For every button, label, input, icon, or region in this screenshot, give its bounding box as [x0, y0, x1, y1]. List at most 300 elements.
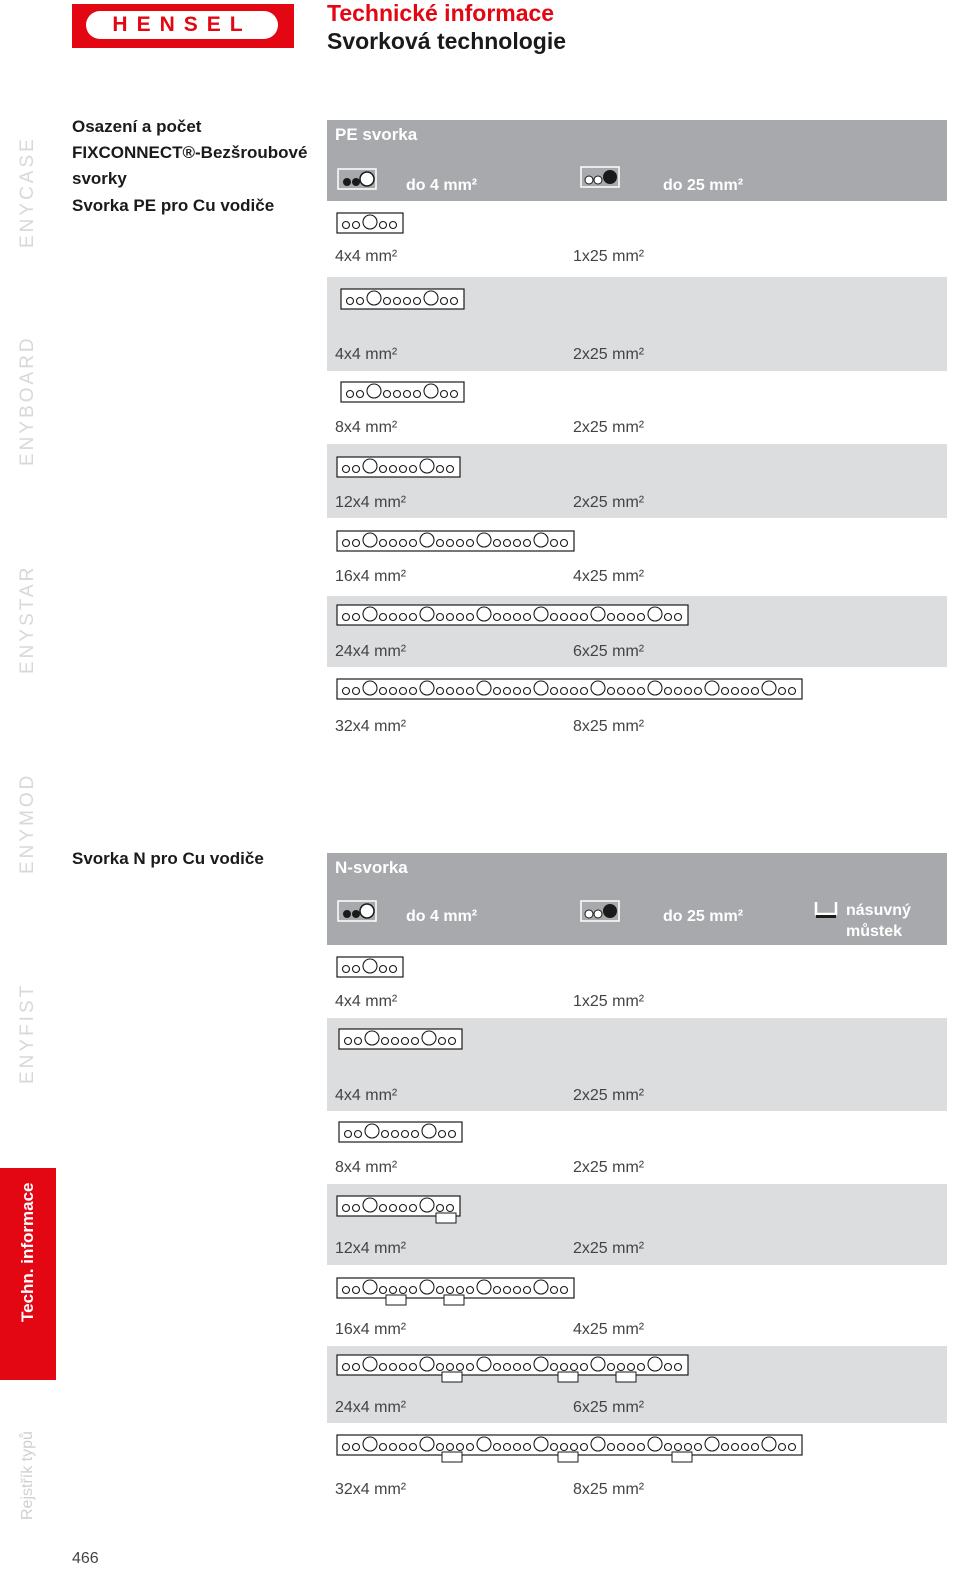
large-clamp [477, 1357, 491, 1371]
col-label-bridge [846, 900, 911, 942]
small-clamp [675, 1364, 682, 1371]
large-clamp [420, 607, 434, 621]
small-clamp [392, 1038, 399, 1045]
small-clamp [504, 688, 511, 695]
small-clamp [752, 688, 759, 695]
small-clamp [524, 1444, 531, 1451]
small-clamp [675, 614, 682, 621]
small-clamp [437, 614, 444, 621]
small-clamp [437, 1444, 444, 1451]
row-value-large: 2x25 mm² [573, 494, 645, 511]
small-clamp [618, 1444, 625, 1451]
row-value-large: 4x25 mm² [573, 1321, 645, 1338]
small-clamp [732, 1444, 739, 1451]
side-tab-enystar[interactable] [0, 564, 56, 696]
small-clamp [380, 966, 387, 973]
pe-panel-title: PE svorka [335, 125, 418, 144]
small-clamp [504, 1364, 511, 1371]
small-clamp [410, 688, 417, 695]
large-clamp [420, 1198, 434, 1212]
small-clamp [400, 1444, 407, 1451]
large-clamp [363, 607, 377, 621]
large-clamp [420, 681, 434, 695]
small-clamp [638, 688, 645, 695]
small-clamp [400, 1364, 407, 1371]
small-clamp [347, 298, 354, 305]
side-tab-label: ENYMOD [17, 772, 38, 874]
small-clamp [343, 614, 350, 621]
small-clamp [390, 688, 397, 695]
small-clamp [400, 466, 407, 473]
small-clamp [665, 1444, 672, 1451]
small-clamp [467, 614, 474, 621]
small-clamp [504, 1287, 511, 1294]
small-clamp [524, 1364, 531, 1371]
small-clamp [437, 1287, 444, 1294]
page-title-red: Technické informace [327, 0, 555, 26]
small-clamp [618, 688, 625, 695]
small-clamp [581, 688, 588, 695]
row-value-large: 1x25 mm² [573, 248, 645, 265]
terminal-strip [336, 1195, 461, 1227]
large-clamp [363, 681, 377, 695]
bridge [442, 1372, 462, 1382]
small-clamp [343, 1444, 350, 1451]
large-clamp [422, 1031, 436, 1045]
side-tab-label: Rejstřík typů [19, 1431, 36, 1520]
small-clamp [400, 1287, 407, 1294]
small-clamp [357, 391, 364, 398]
terminal-strip [336, 604, 689, 626]
small-clamp [561, 1364, 568, 1371]
terminal-strip [336, 456, 461, 478]
small-clamp [380, 466, 387, 473]
large-clamp [705, 681, 719, 695]
small-clamp [390, 466, 397, 473]
large-clamp [477, 607, 491, 621]
row-value-large: 6x25 mm² [573, 1399, 645, 1416]
small-clamp [441, 391, 448, 398]
small-clamp [353, 614, 360, 621]
row-value-large: 2x25 mm² [573, 346, 645, 363]
section1-line: Svorka PE pro Cu vodiče [72, 196, 275, 215]
small-clamp [561, 1287, 568, 1294]
side-tab-label: Techn. informace [18, 1182, 37, 1322]
small-clamp [551, 540, 558, 547]
row-value-small: 4x4 mm² [335, 346, 398, 363]
row-value-large: 1x25 mm² [573, 993, 645, 1010]
small-clamp [685, 1444, 692, 1451]
small-clamp [394, 391, 401, 398]
small-clamp [384, 391, 391, 398]
small-clamp [467, 1444, 474, 1451]
small-clamp [410, 614, 417, 621]
small-clamp [392, 1131, 399, 1138]
large-clamp [363, 1357, 377, 1371]
small-clamp [451, 391, 458, 398]
terminal-strip [338, 1028, 463, 1050]
large-clamp [367, 384, 381, 398]
small-clamp [504, 614, 511, 621]
small-clamp [524, 688, 531, 695]
small-clamp [514, 540, 521, 547]
small-clamp [449, 1131, 456, 1138]
large-clamp [424, 291, 438, 305]
terminal-strip [336, 1277, 575, 1309]
row-value-large: 2x25 mm² [573, 1240, 645, 1257]
small-clamp [439, 1131, 446, 1138]
small-clamp [494, 1364, 501, 1371]
section1-line: svorky [72, 169, 127, 188]
small-clamp [390, 966, 397, 973]
small-clamp [789, 688, 796, 695]
small-clamp [571, 688, 578, 695]
small-clamp [449, 1038, 456, 1045]
large-clamp [534, 1357, 548, 1371]
side-tab-techn-informace[interactable] [0, 1168, 56, 1380]
bridge [436, 1213, 456, 1223]
small-clamp [494, 540, 501, 547]
small-clamp [732, 688, 739, 695]
small-clamp [524, 540, 531, 547]
small-clamp [742, 688, 749, 695]
small-clamp [357, 298, 364, 305]
hensel-logo [72, 4, 294, 48]
small-clamp [345, 1131, 352, 1138]
small-clamp [437, 1205, 444, 1212]
small-clamp [618, 1364, 625, 1371]
small-clamp [638, 1364, 645, 1371]
small-clamp [551, 614, 558, 621]
terminal-strip [336, 1354, 689, 1386]
small-clamp [343, 540, 350, 547]
large-clamp [648, 1357, 662, 1371]
small-clamp [665, 614, 672, 621]
large-clamp [363, 959, 377, 973]
large-clamp [363, 1437, 377, 1451]
side-tab-rejstrik[interactable] [0, 1420, 56, 1538]
row-value-small: 12x4 mm² [335, 1240, 407, 1257]
row-value-small: 24x4 mm² [335, 1399, 407, 1416]
small-clamp [514, 1444, 521, 1451]
large-clamp [420, 459, 434, 473]
small-clamp [437, 688, 444, 695]
small-clamp [353, 1287, 360, 1294]
small-clamp [561, 1444, 568, 1451]
small-clamp [638, 1444, 645, 1451]
col-label-25mm: do 25 mm² [663, 177, 744, 194]
small-clamp [675, 688, 682, 695]
large-clamp [591, 1437, 605, 1451]
small-clamp [437, 540, 444, 547]
small-clamp [685, 688, 692, 695]
small-clamp [742, 1444, 749, 1451]
small-clamp [355, 1131, 362, 1138]
large-clamp [477, 681, 491, 695]
small-clamp [410, 466, 417, 473]
small-clamp [390, 540, 397, 547]
small-clamp [382, 1131, 389, 1138]
page-number: 466 [72, 1550, 99, 1567]
small-clamp [380, 1205, 387, 1212]
small-clamp [608, 1444, 615, 1451]
small-clamp [675, 1444, 682, 1451]
small-clamp [410, 540, 417, 547]
small-clamp [457, 688, 464, 695]
page-title: Svorková technologie [327, 28, 567, 54]
large-clamp [477, 1437, 491, 1451]
small-clamp [412, 1038, 419, 1045]
side-tab-enyfist[interactable] [0, 982, 56, 1106]
small-clamp [571, 1364, 578, 1371]
small-clamp [494, 1287, 501, 1294]
small-clamp [382, 1038, 389, 1045]
large-clamp [534, 607, 548, 621]
small-clamp [390, 1287, 397, 1294]
small-clamp [345, 1038, 352, 1045]
row-value-small: 16x4 mm² [335, 568, 407, 585]
small-clamp [384, 298, 391, 305]
small-clamp [394, 298, 401, 305]
large-clamp [363, 1280, 377, 1294]
small-clamp [561, 614, 568, 621]
small-clamp [404, 298, 411, 305]
bridge [672, 1452, 692, 1462]
small-clamp [402, 1038, 409, 1045]
large-clamp [365, 1124, 379, 1138]
small-clamp [494, 614, 501, 621]
small-clamp [561, 540, 568, 547]
small-clamp [561, 688, 568, 695]
row-value-large: 8x25 mm² [573, 1481, 645, 1498]
small-terminal-icon [337, 900, 377, 922]
section2-text [72, 846, 264, 872]
small-clamp [410, 1444, 417, 1451]
small-clamp [608, 614, 615, 621]
small-clamp [380, 688, 387, 695]
small-clamp [665, 688, 672, 695]
large-clamp [424, 384, 438, 398]
small-clamp [353, 222, 360, 229]
small-clamp [410, 1364, 417, 1371]
large-clamp [534, 1280, 548, 1294]
small-clamp [447, 688, 454, 695]
small-clamp [380, 1287, 387, 1294]
small-clamp [380, 222, 387, 229]
large-clamp [534, 681, 548, 695]
row-value-large: 2x25 mm² [573, 1087, 645, 1104]
small-clamp [457, 1287, 464, 1294]
large-clamp [363, 215, 377, 229]
small-clamp [695, 1444, 702, 1451]
col-label-25mm: do 25 mm² [663, 908, 744, 925]
side-tab-label: ENYCASE [17, 136, 38, 248]
small-clamp [343, 466, 350, 473]
small-clamp [437, 466, 444, 473]
small-clamp [447, 1205, 454, 1212]
small-clamp [447, 466, 454, 473]
small-clamp [390, 222, 397, 229]
row-value-small: 4x4 mm² [335, 248, 398, 265]
terminal-strip [336, 678, 803, 700]
small-clamp [779, 1444, 786, 1451]
small-clamp [628, 614, 635, 621]
small-terminal-icon [337, 168, 377, 190]
large-terminal-icon [580, 900, 620, 922]
small-clamp [467, 540, 474, 547]
large-clamp [762, 1437, 776, 1451]
small-clamp [414, 298, 421, 305]
small-clamp [353, 540, 360, 547]
small-clamp [789, 1444, 796, 1451]
row-value-large: 2x25 mm² [573, 1159, 645, 1176]
small-clamp [400, 1205, 407, 1212]
row-value-small: 4x4 mm² [335, 1087, 398, 1104]
large-clamp [648, 1437, 662, 1451]
small-clamp [628, 688, 635, 695]
small-clamp [447, 614, 454, 621]
row-value-small: 32x4 mm² [335, 1481, 407, 1498]
small-clamp [343, 688, 350, 695]
small-clamp [467, 1364, 474, 1371]
large-clamp [477, 1280, 491, 1294]
large-clamp [534, 1437, 548, 1451]
large-clamp [591, 607, 605, 621]
small-clamp [571, 1444, 578, 1451]
small-clamp [390, 1364, 397, 1371]
section1-line: FIXCONNECT®-Bezšroubové [72, 143, 308, 162]
small-clamp [608, 688, 615, 695]
small-clamp [628, 1444, 635, 1451]
terminal-strip [336, 530, 575, 552]
section1-line: Osazení a počet [72, 117, 202, 136]
small-clamp [551, 1364, 558, 1371]
small-clamp [504, 540, 511, 547]
large-clamp [648, 607, 662, 621]
bridge [616, 1372, 636, 1382]
row-value-small: 8x4 mm² [335, 419, 398, 436]
row-value-small: 8x4 mm² [335, 1159, 398, 1176]
small-clamp [404, 391, 411, 398]
small-clamp [581, 1444, 588, 1451]
bridge [558, 1372, 578, 1382]
small-clamp [412, 1131, 419, 1138]
small-clamp [400, 540, 407, 547]
large-clamp [420, 1357, 434, 1371]
bridge-label-line2: můstek [846, 923, 903, 940]
small-clamp [451, 298, 458, 305]
section2-line: Svorka N pro Cu vodiče [72, 849, 264, 868]
small-clamp [380, 540, 387, 547]
small-clamp [467, 1287, 474, 1294]
small-clamp [353, 1444, 360, 1451]
bridge [444, 1295, 464, 1305]
small-clamp [353, 966, 360, 973]
large-terminal-icon [580, 166, 620, 188]
terminal-strip [336, 212, 404, 234]
small-clamp [355, 1038, 362, 1045]
small-clamp [779, 688, 786, 695]
terminal-strip [340, 288, 465, 310]
section1-text [72, 114, 307, 219]
row-value-small: 12x4 mm² [335, 494, 407, 511]
large-clamp [422, 1124, 436, 1138]
large-clamp [591, 681, 605, 695]
small-clamp [447, 540, 454, 547]
side-tab-enymod[interactable] [0, 772, 56, 896]
small-clamp [514, 614, 521, 621]
bridge [442, 1452, 462, 1462]
small-clamp [439, 1038, 446, 1045]
small-clamp [608, 1364, 615, 1371]
small-clamp [353, 466, 360, 473]
small-clamp [353, 1205, 360, 1212]
col-label-4mm: do 4 mm² [406, 908, 478, 925]
small-clamp [628, 1364, 635, 1371]
small-clamp [447, 1287, 454, 1294]
small-clamp [524, 1287, 531, 1294]
large-clamp [420, 533, 434, 547]
small-clamp [752, 1444, 759, 1451]
large-clamp [363, 459, 377, 473]
small-clamp [400, 614, 407, 621]
row-value-large: 8x25 mm² [573, 718, 645, 735]
small-clamp [402, 1131, 409, 1138]
small-clamp [380, 1364, 387, 1371]
small-clamp [441, 298, 448, 305]
small-clamp [638, 614, 645, 621]
small-clamp [722, 688, 729, 695]
small-clamp [390, 1444, 397, 1451]
small-clamp [494, 1444, 501, 1451]
side-tab-label: ENYFIST [17, 982, 38, 1084]
small-clamp [551, 1287, 558, 1294]
small-clamp [347, 391, 354, 398]
small-clamp [695, 688, 702, 695]
side-tab-label: ENYBOARD [17, 335, 38, 466]
small-clamp [514, 688, 521, 695]
row-value-large: 2x25 mm² [573, 419, 645, 436]
terminal-strip [338, 1121, 463, 1143]
pe-header-panel [327, 120, 947, 201]
bridge [558, 1452, 578, 1462]
small-clamp [618, 614, 625, 621]
small-clamp [504, 1444, 511, 1451]
small-clamp [380, 614, 387, 621]
small-clamp [457, 1444, 464, 1451]
large-clamp [477, 533, 491, 547]
small-clamp [410, 1205, 417, 1212]
small-clamp [343, 1287, 350, 1294]
side-tab-enycase[interactable] [0, 136, 56, 270]
logo-text: HENSEL [112, 13, 252, 36]
small-clamp [581, 1364, 588, 1371]
n-panel-title: N-svorka [335, 858, 408, 877]
small-clamp [437, 1364, 444, 1371]
small-clamp [343, 222, 350, 229]
small-clamp [353, 1364, 360, 1371]
small-clamp [390, 614, 397, 621]
small-clamp [467, 688, 474, 695]
bridge-icon [814, 900, 838, 920]
row-value-small: 24x4 mm² [335, 643, 407, 660]
row-value-small: 4x4 mm² [335, 993, 398, 1010]
side-tab-enyboard[interactable] [0, 335, 56, 488]
large-clamp [762, 681, 776, 695]
small-clamp [524, 614, 531, 621]
small-clamp [380, 1444, 387, 1451]
large-clamp [363, 533, 377, 547]
